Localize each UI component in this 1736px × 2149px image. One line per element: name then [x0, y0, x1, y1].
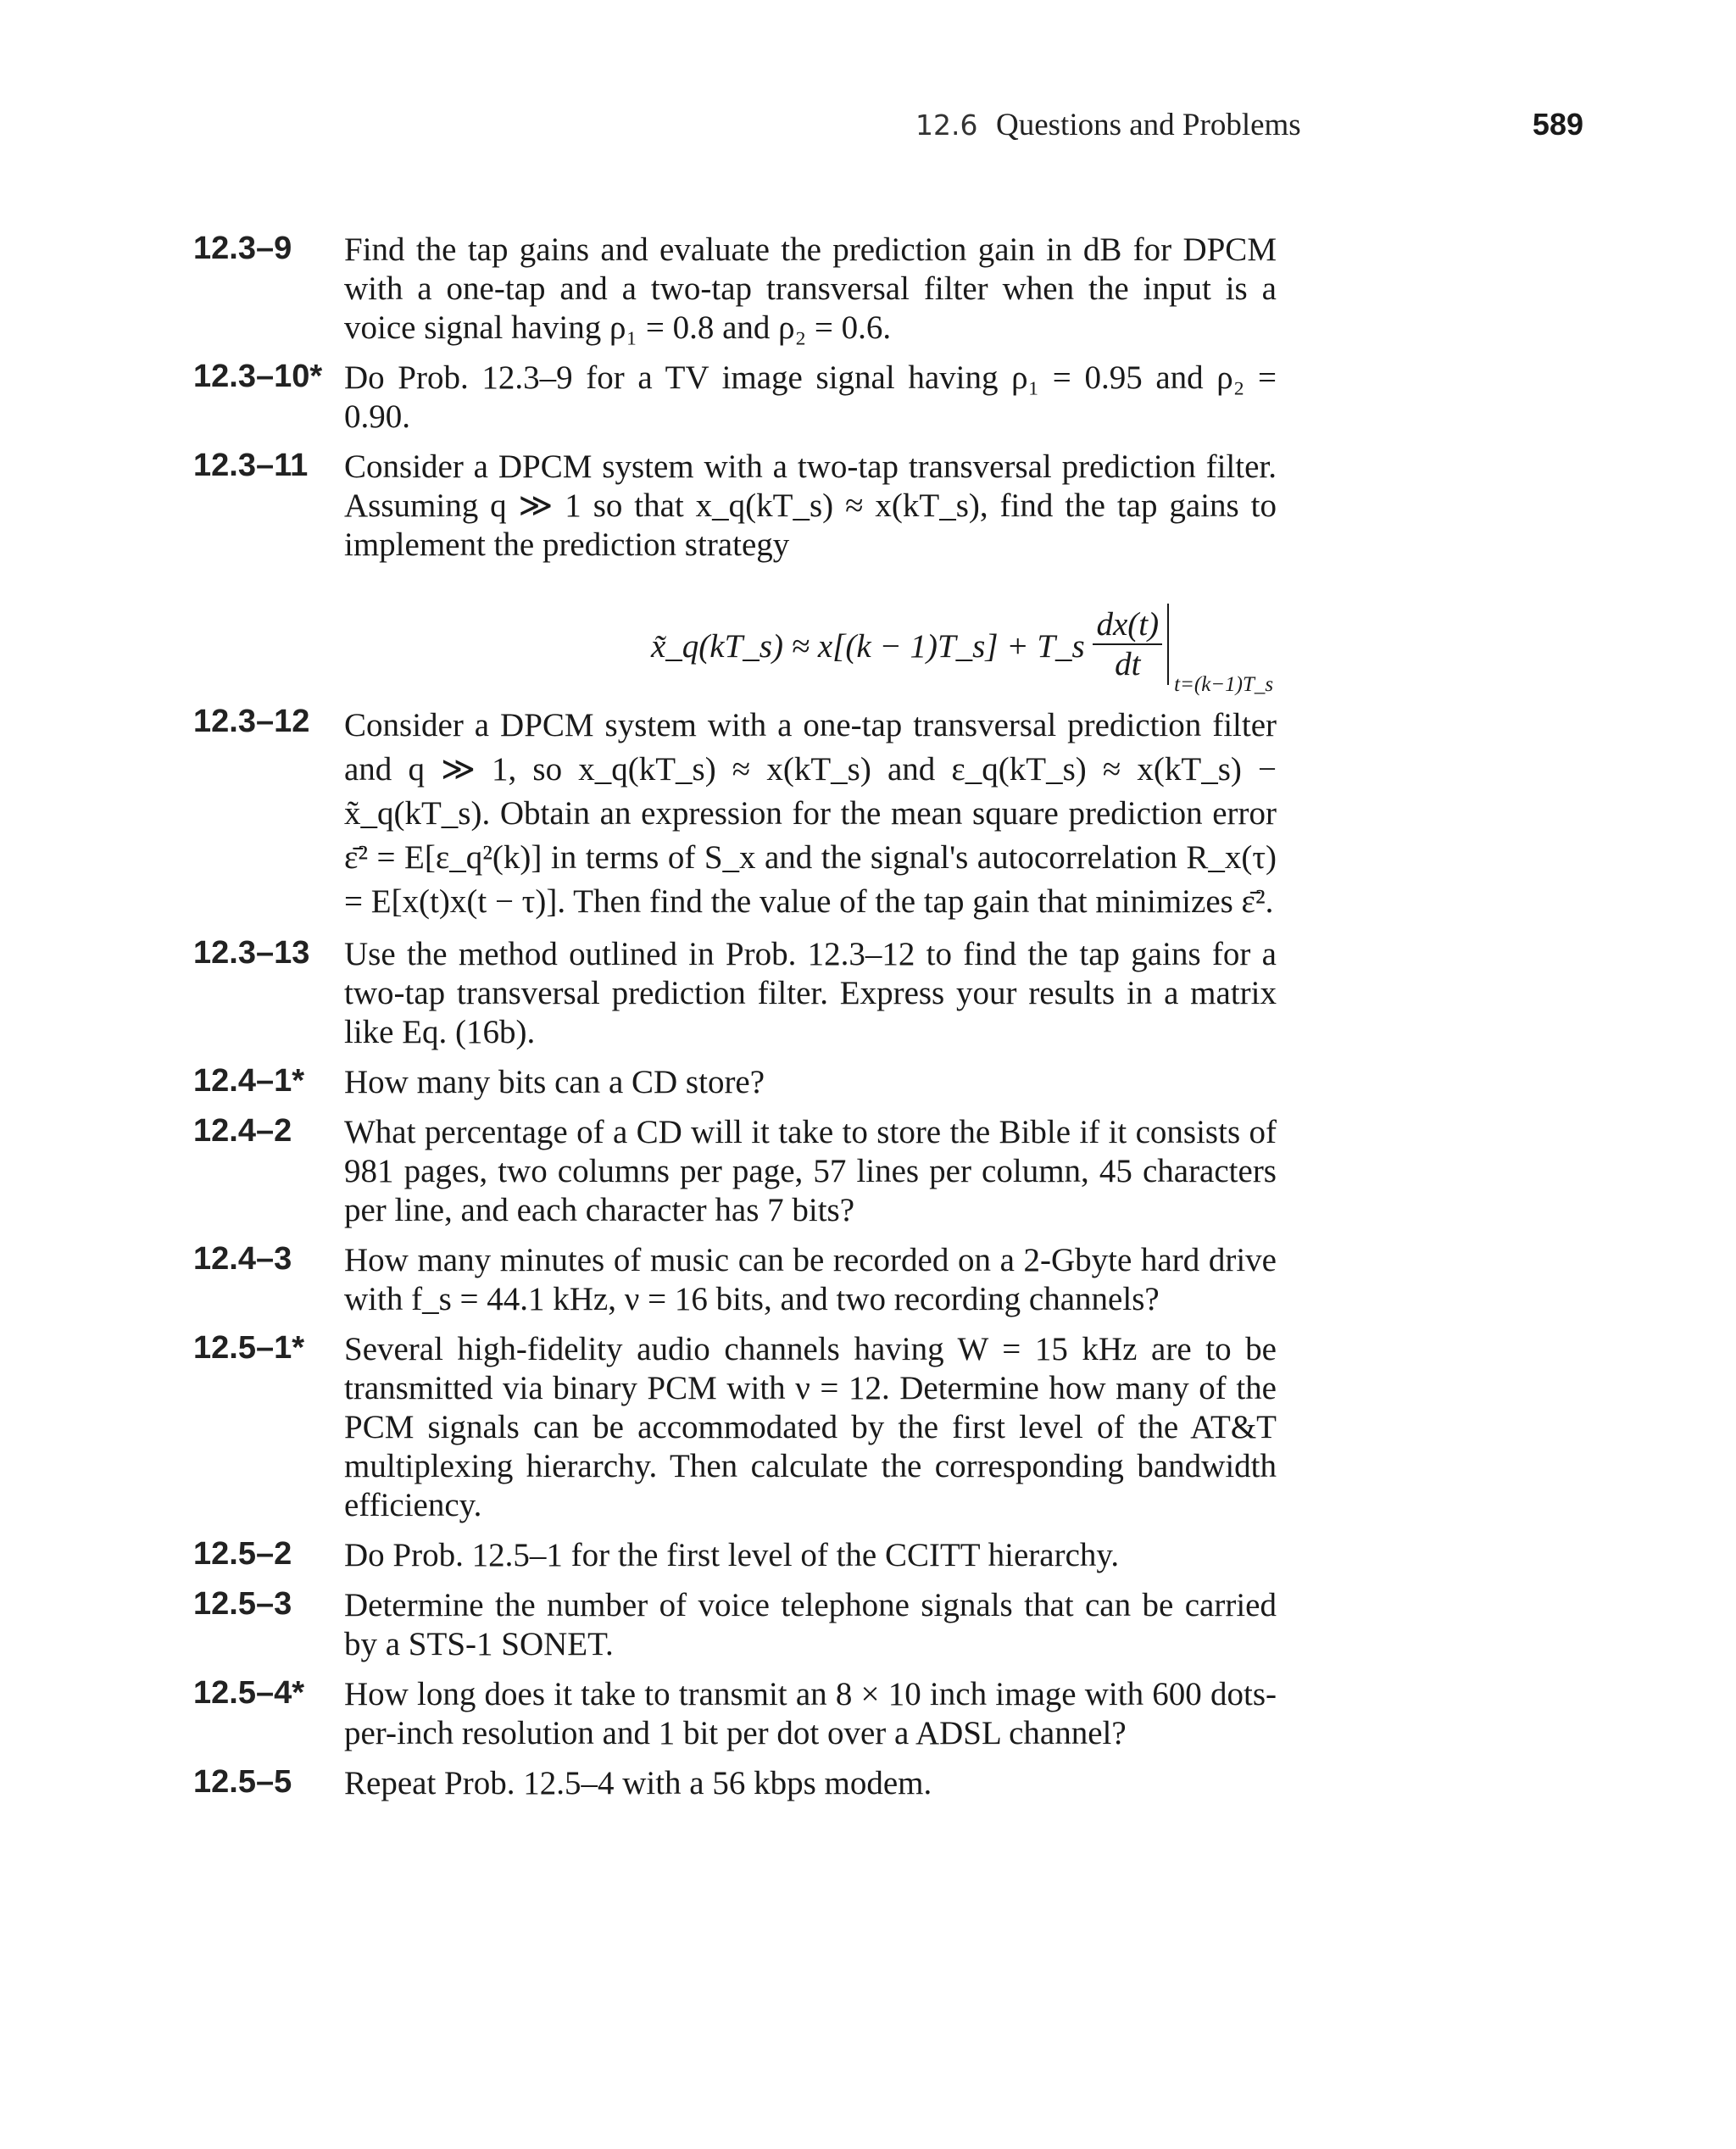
problem-item — [193, 1536, 1278, 1575]
problem-number: 12.3–11 — [193, 448, 309, 483]
problem-text: How many minutes of music can be recorded on a 2-Gbyte hard drive with f_s = 44.1 kHz, ν = 16 bits, and two recording channels? — [344, 1242, 1277, 1317]
problem-number: 12.5–4* — [193, 1675, 305, 1711]
problem-number: 12.4–2 — [193, 1113, 292, 1149]
problem-item — [193, 935, 1278, 1052]
problem-item — [193, 1241, 1278, 1319]
problem-item — [193, 448, 1278, 696]
evaluation-point: t=(k−1)T_s — [1174, 673, 1274, 696]
running-header — [0, 109, 1736, 159]
problem-item — [193, 1063, 1278, 1102]
problem-item — [193, 1586, 1278, 1664]
problem-item — [193, 359, 1278, 437]
problem-text: Several high-fidelity audio channels having W = 15 kHz are to be transmitted via binary PCM with ν = 12. Determine how many of the PCM signals can be accommodated by the first level of the AT&T multiplexing hierarchy. Then calculate the corresponding bandwidth efficiency. — [344, 1331, 1277, 1523]
prediction-formula — [193, 575, 1278, 696]
problem-number: 12.3–10* — [193, 359, 323, 394]
problem-text: What percentage of a CD will it take to store the Bible if it consists of 981 pages, two columns per page, 57 lines per column, 45 characters per line, and each character has 7 bits? — [344, 1114, 1277, 1228]
problem-number: 12.4–1* — [193, 1063, 305, 1099]
page-number: 589 — [1532, 107, 1583, 142]
problem-text: Do Prob. 12.5–1 for the first level of the CCITT hierarchy. — [344, 1537, 1120, 1573]
problem-text: Repeat Prob. 12.5–4 with a 56 kbps modem. — [344, 1765, 932, 1801]
section-number: 12.6 — [915, 109, 978, 142]
formula-expression — [651, 606, 1274, 696]
problem-number: 12.5–2 — [193, 1536, 292, 1572]
problem-item — [193, 1764, 1278, 1803]
problem-text: Use the method outlined in Prob. 12.3–12 to find the tap gains for a two-tap transversal prediction filter. Express your results in a matrix like Eq. (16b). — [344, 936, 1277, 1050]
problem-item — [193, 1113, 1278, 1230]
problem-item — [193, 704, 1278, 924]
problem-text: Find the tap gains and evaluate the prediction gain in dB for DPCM with a one-tap and a two-tap transversal filter when the input is a voice signal having ρ₁ = 0.8 and ρ₂ = 0.6. — [344, 231, 1277, 346]
evaluation-bar — [1167, 604, 1169, 685]
problem-list — [193, 231, 1278, 1814]
formula-lhs: x̃_q(kT_s) ≈ x[(k − 1)T_s] + T_s — [651, 627, 1085, 665]
problem-number: 12.5–5 — [193, 1764, 292, 1800]
problem-number: 12.5–3 — [193, 1586, 292, 1622]
problem-number: 12.3–13 — [193, 935, 310, 971]
problem-number: 12.5–1* — [193, 1330, 305, 1366]
problem-number: 12.3–9 — [193, 231, 292, 266]
fraction-denominator: dt — [1115, 646, 1141, 682]
problem-text: Consider a DPCM system with a one-tap transversal prediction filter and q ≫ 1, so x_q(kT_s) ≈ x(kT_s) and ε_q(kT_s) ≈ x(kT_s) − x̃_q(kT_s). Obtain an expression for the mean square prediction error ε̄² = E[ε_q²(k)] in terms of S_x and the signal's autocorrelation R_x(τ) = E[x(t)x(t − τ)]. Then find the value of the tap gain that minimizes ε̄². — [344, 707, 1277, 920]
problem-text: How long does it take to transmit an 8 × 10 inch image with 600 dots-per-inch resolution and 1 bit per dot over a ADSL channel? — [344, 1676, 1277, 1751]
fraction-numerator: dx(t) — [1093, 605, 1162, 645]
problem-number: 12.3–12 — [193, 704, 310, 739]
problem-text: Determine the number of voice telephone signals that can be carried by a STS-1 SONET. — [344, 1587, 1277, 1662]
section-title: Questions and Problems — [996, 108, 1301, 142]
problem-text: Do Prob. 12.3–9 for a TV image signal having ρ₁ = 0.95 and ρ₂ = 0.90. — [344, 359, 1277, 435]
problem-item — [193, 1675, 1278, 1753]
problem-item — [193, 1330, 1278, 1525]
problem-text: How many bits can a CD store? — [344, 1064, 765, 1100]
derivative-fraction — [1093, 605, 1162, 683]
problem-text: Consider a DPCM system with a two-tap transversal prediction filter. Assuming q ≫ 1 so that x_q(kT_s) ≈ x(kT_s), find the tap gains to implement the prediction strategy — [344, 448, 1277, 563]
problem-item — [193, 231, 1278, 348]
problem-number: 12.4–3 — [193, 1241, 292, 1277]
